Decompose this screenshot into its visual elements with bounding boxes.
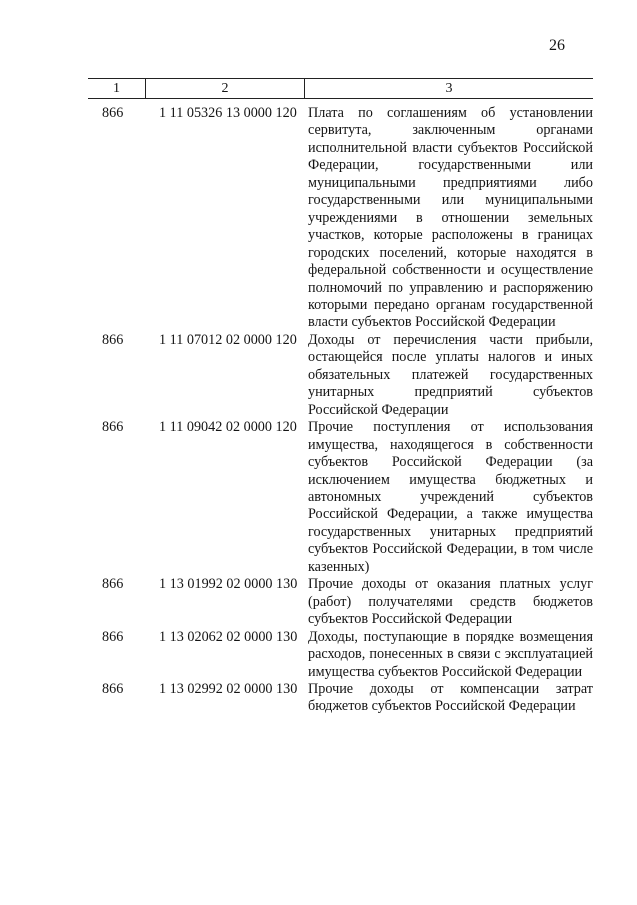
budget-classification-code: 1 11 05326 13 0000 120 [159,105,297,121]
table-row [88,419,593,576]
income-description: Прочие поступления от использования имущества, находящегося в собственности субъектов Российской Федерации (за исключением имущества бюджетных и автономных учреждений субъектов Российской Федерации, а также имущества государственных унитарных предприятий субъектов Российской Федерации, в том числе казенных) [308,419,593,575]
income-description: Плата по соглашениям об установлении сервитута, заключенным органами исполнительной власти субъектов Российской Федерации, государственными или муниципальными предприятиями либо государственными или муниципальными учреждениями в отношении земельных участков, которые расположены в границах городских поселений, которые находятся в федеральной собственности и осуществление полномочий по управлению и распоряжению которыми передано органам государственной власти субъектов Российской Федерации [308,105,593,331]
budget-classification-code: 1 13 01992 02 0000 130 [159,576,298,593]
admin-code: 866 [102,628,124,645]
page-number: 26 [549,37,565,54]
admin-code: 866 [102,576,124,593]
table-row [88,629,593,681]
table-row [88,681,593,716]
income-description: Прочие доходы от оказания платных услуг (работ) получателями средств бюджетов субъектов Российской Федерации [308,576,593,628]
admin-code: 866 [102,680,124,697]
budget-classification-code: 1 13 02062 02 0000 130 [159,628,298,645]
table-row [88,105,593,332]
budget-classification-code: 1 13 02992 02 0000 130 [159,680,298,697]
column-header-1: 1 [113,81,120,96]
column-header-3: 3 [304,79,593,98]
column-header-2: 2 [145,79,304,98]
admin-code: 866 [102,331,124,348]
income-description: Прочие доходы от компенсации затрат бюджетов субъектов Российской Федерации [308,680,593,715]
table-body [88,105,593,716]
budget-classification-code: 1 11 09042 02 0000 120 [159,419,297,436]
table-row [88,332,593,419]
income-description: Доходы, поступающие в порядке возмещения расходов, понесенных в связи с эксплуатацией имущества субъектов Российской Федерации [308,628,593,680]
table-header [88,78,593,99]
income-description: Доходы от перечисления части прибыли, остающейся после уплаты налогов и иных обязательных платежей государственных унитарных предприятий субъектов Российской Федерации [308,331,593,418]
admin-code: 866 [102,105,124,121]
table-row [88,576,593,628]
budget-classification-code: 1 11 07012 02 0000 120 [159,331,297,348]
admin-code: 866 [102,419,124,436]
